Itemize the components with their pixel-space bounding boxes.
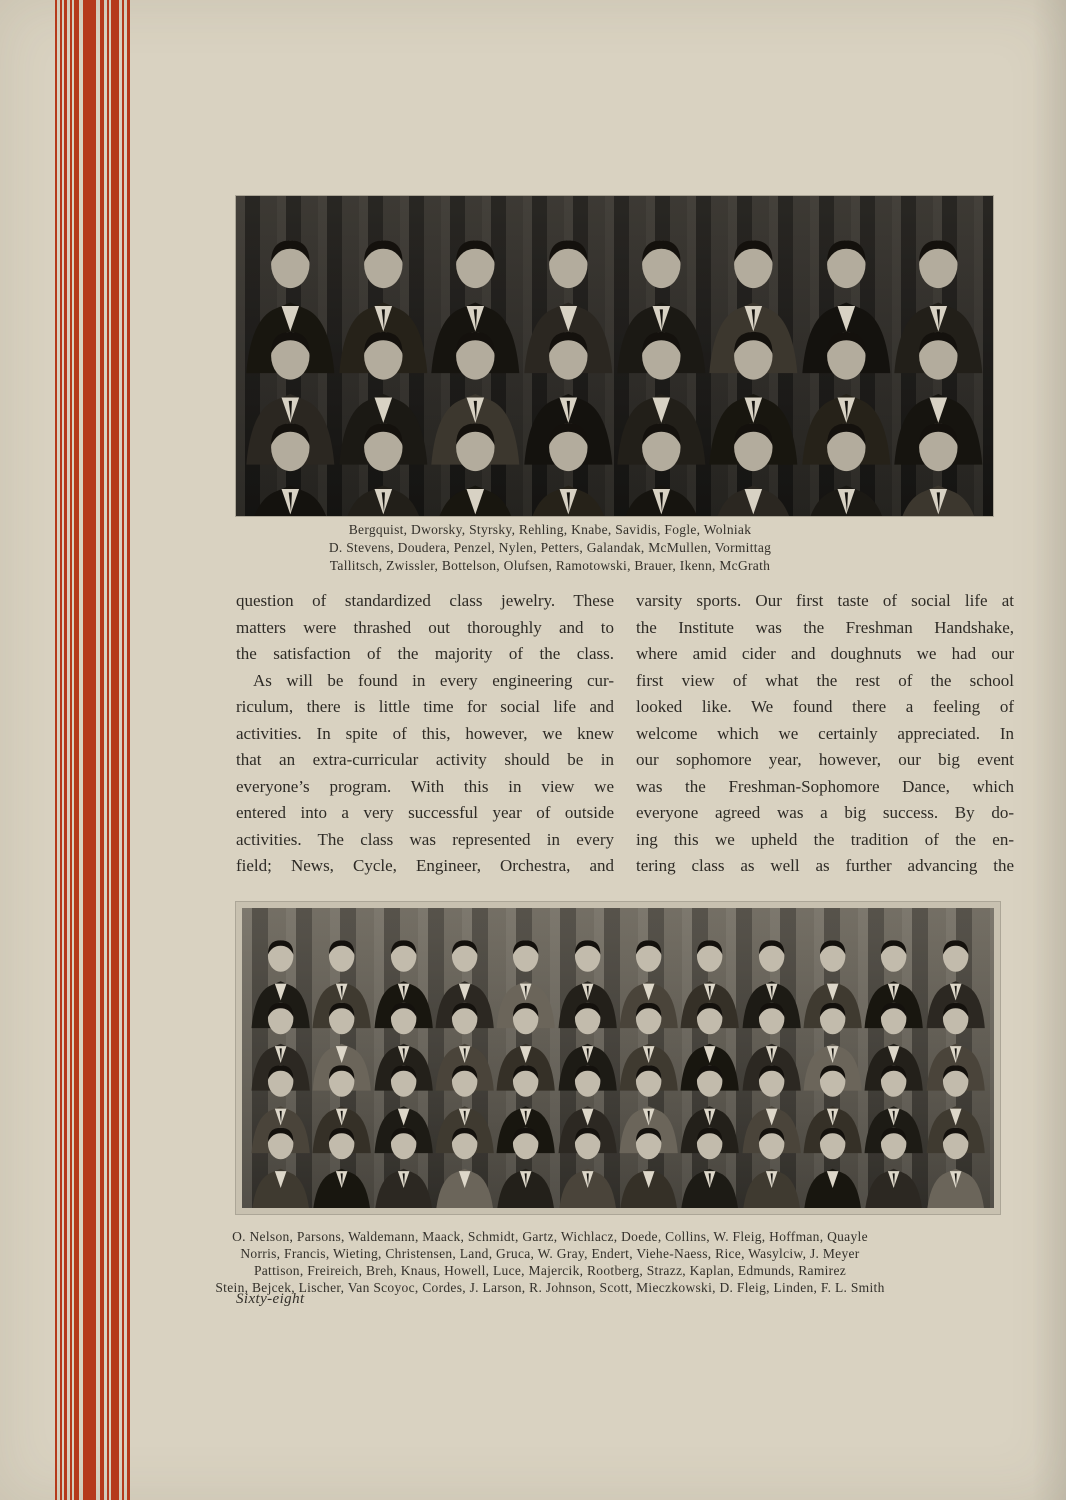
person-silhouette [244, 392, 337, 516]
person-silhouette [800, 392, 893, 516]
person-silhouette [925, 1100, 986, 1214]
right-column-line-3: where amid cider and doughnuts we had our [636, 644, 1014, 663]
person-silhouette [741, 1100, 802, 1214]
caption-bottom-line-1: O. Nelson, Parsons, Waldemann, Maack, Schmidt, Gartz, Wichlacz, Doede, Collins, W. Fleig, Hoffman, Quayle [232, 1229, 868, 1244]
red-stripe [83, 0, 96, 1500]
scan-edge-shading [1032, 0, 1066, 1500]
person-silhouette [495, 1100, 556, 1214]
left-column-line-4: As will be found in every engineering cur- [253, 670, 614, 690]
left-column-line-7: that an extra-curricular activity should be in [236, 750, 614, 769]
person-silhouette [337, 392, 430, 516]
left-column-line-2: matters were thrashed out thoroughly and to [236, 617, 614, 637]
caption-bottom-line-2: Norris, Francis, Wieting, Christensen, Land, Gruca, W. Gray, Endert, Viehe-Naess, Rice, Wasylciw, J. Meyer [240, 1246, 860, 1261]
right-column-line-8: was the Freshman-Sophomore Dance, which [636, 776, 1014, 796]
person-silhouette [522, 392, 615, 516]
person-silhouette [863, 1100, 924, 1214]
person-silhouette [373, 1100, 434, 1214]
person-silhouette [707, 392, 800, 516]
class-group-photo-top [236, 196, 993, 516]
person-silhouette [802, 1100, 863, 1214]
page-number: Sixty-eight [236, 1291, 305, 1307]
left-column-line-3: the satisfaction of the majority of the class. [236, 644, 614, 663]
right-column-line-9: everyone agreed was a big success. By do- [636, 803, 1014, 822]
caption-photo-top [120, 521, 980, 575]
caption-top-line-3: Tallitsch, Zwissler, Bottelson, Olufsen, Ramotowski, Brauer, Ikenn, McGrath [329, 558, 771, 573]
caption-top-line-1: Bergquist, Dworsky, Styrsky, Rehling, Knabe, Savidis, Fogle, Wolniak [348, 522, 752, 537]
left-column-line-9: entered into a very successful year of outside [236, 803, 614, 822]
caption-top-line-2: D. Stevens, Doudera, Penzel, Nylen, Petters, Galandak, McMullen, Vormittag [328, 540, 772, 555]
right-column-line-4: first view of what the rest of the school [636, 670, 1014, 690]
photo-row-3 [236, 392, 993, 516]
left-column-line-8: everyone’s program. With this in view we [236, 776, 614, 796]
person-silhouette [434, 1100, 495, 1214]
person-silhouette [615, 392, 708, 516]
caption-photo-bottom [100, 1228, 1000, 1296]
right-column-line-11: tering class as well as further advancing the [636, 856, 1014, 875]
class-group-photo-bottom [236, 902, 1000, 1214]
photo-row-4 [242, 1100, 994, 1214]
left-column-line-10: activities. The class was represented in every [236, 829, 614, 849]
person-silhouette [250, 1100, 311, 1214]
right-column-line-10: ing this we upheld the tradition of the en- [636, 829, 1014, 849]
person-silhouette [892, 392, 985, 516]
left-column-line-5: riculum, there is little time for social life and [236, 697, 614, 716]
person-silhouette [429, 392, 522, 516]
body-text-right-column [636, 588, 1014, 880]
left-column-line-11: field; News, Cycle, Engineer, Orchestra, and [236, 856, 614, 875]
right-column-line-7: our sophomore year, however, our big event [636, 750, 1014, 769]
right-column-line-5: looked like. We found there a feeling of [636, 697, 1014, 716]
right-column-line-2: the Institute was the Freshman Handshake, [636, 617, 1014, 637]
caption-bottom-line-4: Stein, Bejcek, Lischer, Van Scoyoc, Cordes, J. Larson, R. Johnson, Scott, Mieczkowski, D. Fleig, Linden, F. L. Smith [215, 1280, 885, 1295]
left-column-line-1: question of standardized class jewelry. These [236, 591, 614, 610]
person-silhouette [557, 1100, 618, 1214]
person-silhouette [618, 1100, 679, 1214]
person-silhouette [311, 1100, 372, 1214]
right-column-line-1: varsity sports. Our first taste of social life at [636, 591, 1014, 610]
caption-bottom-line-3: Pattison, Freireich, Breh, Knaus, Howell, Luce, Majercik, Rootberg, Strazz, Kaplan, Edmunds, Ramirez [253, 1263, 847, 1278]
left-column-line-6: activities. In spite of this, however, we knew [236, 723, 614, 743]
right-column-line-6: welcome which we certainly appreciated. In [636, 723, 1014, 743]
body-text-left-column [236, 588, 614, 880]
person-silhouette [679, 1100, 740, 1214]
